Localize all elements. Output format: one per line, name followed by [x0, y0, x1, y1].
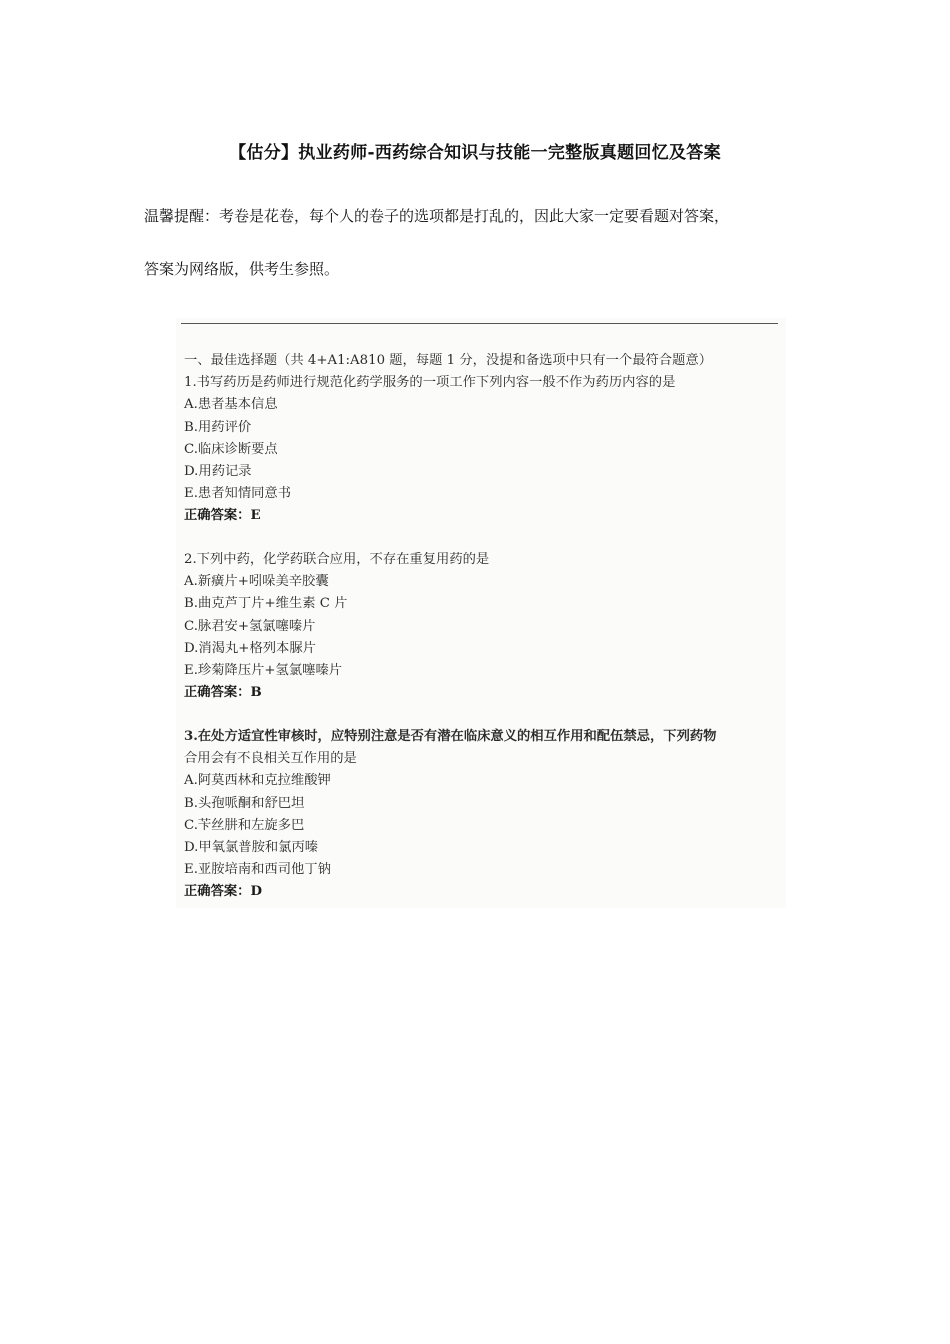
option-c: C.脉君安+氢氯噻嗪片	[184, 618, 316, 634]
correct-answer: 正确答案：E	[184, 508, 261, 524]
spacer	[184, 528, 784, 550]
section-heading: 一、最佳选择题（共 4+A1:A810 题，每题 1 分，没提和备选项中只有一个最符合题意）	[184, 353, 712, 368]
option-b: B.头孢哌酮和舒巴坦	[184, 795, 305, 811]
option-b: B.曲克芦丁片+维生素 C 片	[184, 596, 348, 612]
scanned-exam-image	[176, 318, 786, 908]
option-d: D.消渴丸+格列本脲片	[184, 640, 316, 656]
question-stem-continued: 合用会有不良相关互作用的是	[184, 751, 357, 767]
option-c: C.临床诊断要点	[184, 441, 278, 457]
spacer	[184, 704, 784, 726]
correct-answer: 正确答案：D	[184, 884, 263, 900]
option-d: D.甲氧氯普胺和氯丙嗪	[184, 839, 319, 855]
exam-content	[184, 350, 784, 904]
option-b: B.用药评价	[184, 419, 252, 435]
document-title: 【估分】执业药师-西药综合知识与技能一完整版真题回忆及答案	[229, 143, 721, 163]
question-stem: 2.下列中药，化学药联合应用，不存在重复用药的是	[184, 552, 490, 568]
question-stem: 1.书写药历是药师进行规范化药学服务的一项工作下列内容一般不作为药历内容的是	[184, 375, 676, 391]
option-a: A.患者基本信息	[184, 397, 278, 413]
notice-line-2: 答案为网络版，供考生参照。	[144, 260, 340, 278]
option-d: D.用药记录	[184, 463, 252, 479]
option-a: A.阿莫西林和克拉维酸钾	[184, 773, 331, 789]
option-e: E.患者知情同意书	[184, 486, 292, 502]
horizontal-rule	[181, 323, 778, 324]
question-stem: 3.在处方适宜性审核时，应特别注意是否有潜在临床意义的相互作用和配伍禁忌，下列药物	[184, 729, 717, 744]
option-c: C.苄丝肼和左旋多巴	[184, 817, 305, 833]
notice-line-1: 温馨提醒：考卷是花卷，每个人的卷子的选项都是打乱的，因此大家一定要看题对答案，	[144, 207, 730, 225]
question-3	[184, 726, 784, 904]
question-2	[184, 549, 784, 704]
option-e: E.亚胺培南和西司他丁钠	[184, 862, 331, 878]
option-e: E.珍菊降压片+氢氯噻嗪片	[184, 663, 343, 679]
question-1	[184, 372, 784, 527]
option-a: A.新癀片+吲哚美辛胶囊	[184, 574, 329, 590]
correct-answer: 正确答案：B	[184, 685, 262, 701]
